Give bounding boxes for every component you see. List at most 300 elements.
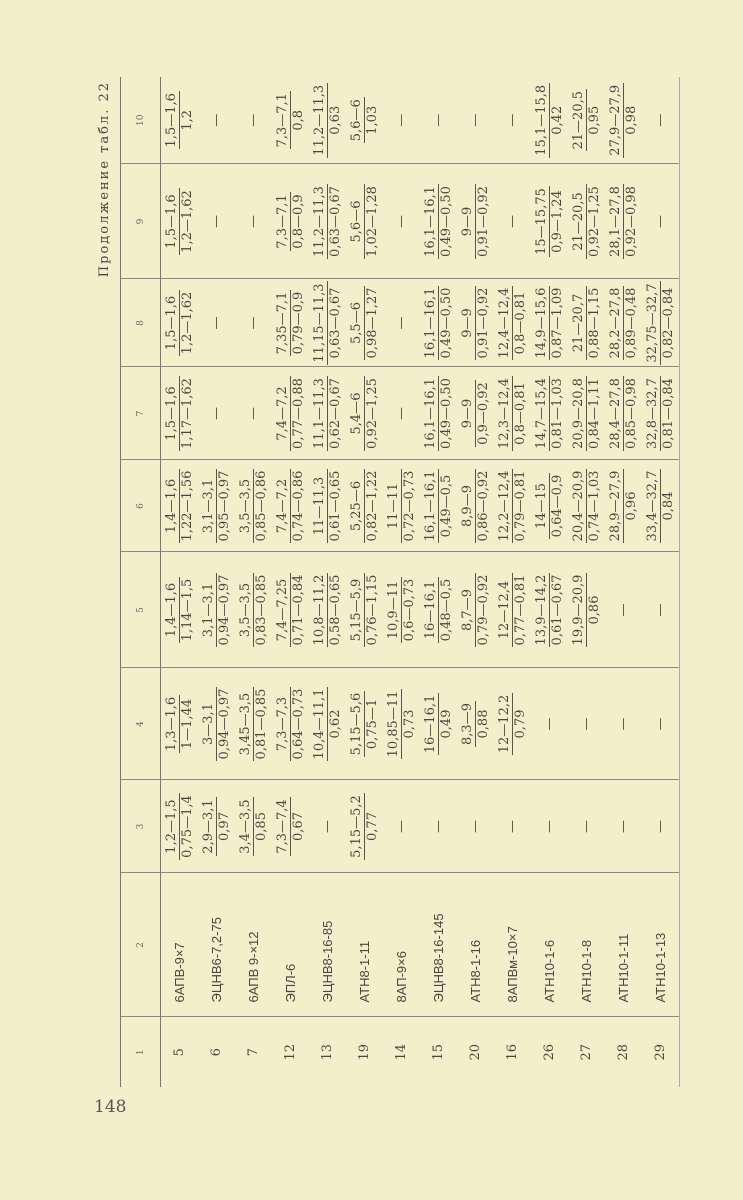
fraction xyxy=(645,469,676,544)
fraction-denominator: 1,22—1,56 xyxy=(180,470,195,542)
table-row xyxy=(494,77,531,1087)
fraction-numerator: 3,5—3,5 xyxy=(238,573,254,648)
fraction-denominator: 0,86—0,92 xyxy=(476,470,491,542)
fraction-numerator: 28,9—27,9 xyxy=(608,470,623,542)
value-cell xyxy=(383,552,420,668)
value-cell: — xyxy=(235,164,272,279)
fraction-numerator: 1,5—1,6 xyxy=(164,290,180,357)
table-row xyxy=(235,77,272,1087)
fraction-denominator: 0,63 xyxy=(328,105,343,135)
value-cell xyxy=(420,460,457,552)
fraction-numerator: 3—3,1 xyxy=(201,687,217,762)
unit-name: 8АП-9×6 xyxy=(383,873,420,1017)
fraction-numerator: 5,25—6 xyxy=(349,469,365,544)
value-cell xyxy=(198,668,235,780)
fraction xyxy=(349,184,380,259)
fraction xyxy=(349,691,380,758)
fraction xyxy=(423,577,454,644)
value-cell xyxy=(531,164,568,279)
value-cell xyxy=(531,279,568,367)
unit-name: ЭЦНВ8-16-145 xyxy=(420,873,457,1017)
fraction-denominator: 0,92—1,25 xyxy=(587,186,602,257)
fraction xyxy=(534,573,565,648)
row-number: 16 xyxy=(505,1043,520,1061)
fraction-denominator: 1,2 xyxy=(180,109,195,131)
fraction-denominator: 0,58—0,65 xyxy=(328,574,343,646)
value-cell: — xyxy=(642,164,680,279)
fraction-denominator: 0,94—0,97 xyxy=(217,688,232,760)
fraction xyxy=(164,376,195,451)
table-body xyxy=(161,77,680,1087)
fraction-denominator: 0,79—0,9 xyxy=(291,291,306,355)
value-cell xyxy=(457,164,494,279)
value-cell: — xyxy=(235,77,272,164)
fraction xyxy=(275,469,306,544)
row-number: 28 xyxy=(616,1043,631,1061)
value-cell: — xyxy=(309,780,346,873)
unit-name: АТН8-1-11 xyxy=(346,873,383,1017)
fraction xyxy=(423,184,454,259)
fraction xyxy=(312,573,343,648)
value-cell xyxy=(494,552,531,668)
fraction-numerator: 3,4—3,5 xyxy=(238,799,253,854)
fraction xyxy=(349,469,380,544)
row-number: 7 xyxy=(246,1048,261,1057)
value-cell xyxy=(568,367,605,460)
value-cell xyxy=(272,460,309,552)
table-row xyxy=(309,77,346,1087)
value-cell: — xyxy=(642,552,680,668)
value-cell xyxy=(309,279,346,367)
fraction-denominator: 0,74—1,03 xyxy=(587,470,602,542)
table-row xyxy=(161,77,199,1087)
fraction-denominator: 1,02—1,28 xyxy=(365,186,380,257)
fraction xyxy=(460,380,491,447)
fraction-denominator: 0,8—0,81 xyxy=(513,291,528,355)
value-cell xyxy=(494,668,531,780)
value-cell xyxy=(457,367,494,460)
fraction-denominator: 0,83—0,85 xyxy=(254,574,269,646)
fraction-denominator: 0,49 xyxy=(439,709,454,739)
row-number: 12 xyxy=(283,1043,298,1061)
value-cell xyxy=(161,367,199,460)
fraction xyxy=(571,469,602,544)
fraction-denominator: 0,74—0,86 xyxy=(291,470,306,542)
value-cell xyxy=(235,668,272,780)
fraction-denominator: 0,8—0,9 xyxy=(291,194,306,249)
value-cell xyxy=(531,77,568,164)
fraction-numerator: 11—11,3 xyxy=(312,469,328,544)
fraction-numerator: 3,5—3,5 xyxy=(238,469,254,544)
value-cell xyxy=(235,780,272,873)
unit-name: ЭЦНВ8-16-85 xyxy=(309,873,346,1017)
fraction-denominator: 0,77—0,88 xyxy=(291,378,306,449)
fraction xyxy=(164,188,195,255)
value-cell: — xyxy=(383,164,420,279)
table-row xyxy=(457,77,494,1087)
fraction-denominator: 0,77—0,81 xyxy=(513,574,528,646)
fraction-denominator: 0,82—1,22 xyxy=(365,470,380,542)
table-row xyxy=(531,77,568,1087)
table-row xyxy=(346,77,383,1087)
value-cell xyxy=(272,668,309,780)
fraction xyxy=(571,89,602,152)
value-cell xyxy=(531,460,568,552)
fraction xyxy=(349,573,380,648)
fraction-numerator: 1,4—1,6 xyxy=(164,469,180,544)
unit-name: АТН10-1-13 xyxy=(642,873,680,1017)
header-row xyxy=(121,77,161,1087)
value-cell xyxy=(605,279,642,367)
value-cell xyxy=(198,780,235,873)
fraction xyxy=(238,687,269,762)
fraction-denominator: 0,98—1,27 xyxy=(365,287,380,359)
fraction-numerator: 21—20,7 xyxy=(571,286,587,361)
fraction-numerator: 16,1—16,1 xyxy=(423,186,438,257)
fraction-numerator: 28,2—27,8 xyxy=(608,287,623,359)
fraction-numerator: 1,2—1,5 xyxy=(164,793,180,860)
fraction-numerator: 12—12,2 xyxy=(497,694,512,754)
fraction-numerator: 12,3—12,4 xyxy=(497,378,512,449)
fraction-denominator: 0,49—0,50 xyxy=(439,287,454,359)
fraction xyxy=(534,186,565,257)
fraction-denominator: 0,72—0,73 xyxy=(402,470,417,542)
fraction-denominator: 0,92—0,98 xyxy=(624,186,639,257)
row-number: 26 xyxy=(542,1043,557,1061)
fraction-numerator: 8,7—9 xyxy=(460,573,476,648)
fraction-numerator: 9—9 xyxy=(460,286,476,361)
fraction-denominator: 0,95 xyxy=(587,105,602,135)
value-cell xyxy=(346,780,383,873)
fraction xyxy=(349,286,380,361)
fraction-numerator: 32,8—32,7 xyxy=(645,378,660,449)
fraction-denominator: 0,79—0,81 xyxy=(513,470,528,542)
value-cell xyxy=(568,460,605,552)
value-cell xyxy=(272,552,309,668)
fraction-denominator: 0,87—1,09 xyxy=(550,287,565,359)
value-cell xyxy=(383,460,420,552)
value-cell xyxy=(568,164,605,279)
fraction-numerator: 7,4—7,2 xyxy=(275,376,291,451)
column-header: 4 xyxy=(121,668,161,780)
fraction xyxy=(312,281,343,364)
fraction-numerator: 16,1—16,1 xyxy=(423,470,438,542)
column-header: 3 xyxy=(121,780,161,873)
value-cell: — xyxy=(198,367,235,460)
value-cell: — xyxy=(494,77,531,164)
fraction-numerator: 2,9—3,1 xyxy=(201,799,216,854)
fraction-numerator: 20,4—20,9 xyxy=(571,470,586,542)
fraction-denominator: 1,03 xyxy=(365,105,380,135)
value-cell xyxy=(235,552,272,668)
value-cell: — xyxy=(531,780,568,873)
fraction xyxy=(608,83,639,158)
value-cell: — xyxy=(605,668,642,780)
fraction xyxy=(571,184,602,259)
row-number: 14 xyxy=(394,1043,409,1061)
fraction xyxy=(238,469,269,544)
fraction xyxy=(201,573,232,648)
fraction-denominator: 0,81—0,84 xyxy=(661,378,676,449)
fraction-numerator: 12—12,4 xyxy=(497,573,513,648)
value-cell: — xyxy=(494,780,531,873)
value-cell xyxy=(272,164,309,279)
fraction xyxy=(201,797,232,855)
fraction-denominator: 0,85—0,86 xyxy=(254,470,269,542)
fraction-denominator: 0,79 xyxy=(513,709,528,739)
fraction-numerator: 11,2—11,3 xyxy=(312,84,327,156)
unit-name: 8АПВм-10×7 xyxy=(494,873,531,1017)
row-number: 13 xyxy=(320,1043,335,1061)
value-cell xyxy=(531,552,568,668)
fraction xyxy=(460,469,491,544)
value-cell: — xyxy=(642,77,680,164)
fraction-numerator: 11,2—11,3 xyxy=(312,186,327,257)
value-cell xyxy=(309,668,346,780)
fraction xyxy=(571,376,602,451)
fraction-denominator: 0,81—1,03 xyxy=(550,378,565,449)
value-cell: — xyxy=(198,77,235,164)
value-cell: — xyxy=(383,77,420,164)
fraction-numerator: 1,3—1,6 xyxy=(164,696,179,752)
fraction-numerator: 3,1—3,1 xyxy=(201,573,217,648)
fraction xyxy=(312,469,343,544)
fraction xyxy=(645,376,676,451)
column-header: 10 xyxy=(121,77,161,164)
fraction-numerator: 5,6—6 xyxy=(349,99,364,142)
fraction-denominator: 0,49—0,5 xyxy=(439,474,454,538)
fraction xyxy=(386,689,417,760)
fraction xyxy=(534,286,565,361)
fraction-numerator: 5,15—5,6 xyxy=(349,692,364,756)
value-cell xyxy=(309,552,346,668)
value-cell xyxy=(457,668,494,780)
fraction xyxy=(275,687,306,762)
page-number: 148 xyxy=(94,1097,127,1117)
fraction xyxy=(534,376,565,451)
fraction-denominator: 0,8—0,81 xyxy=(513,382,528,445)
data-table xyxy=(120,77,680,1087)
value-cell xyxy=(383,668,420,780)
value-cell xyxy=(309,77,346,164)
value-cell xyxy=(568,77,605,164)
value-cell xyxy=(457,460,494,552)
fraction xyxy=(349,97,380,143)
fraction-denominator: 0,64—0,73 xyxy=(291,688,306,760)
column-header: 6 xyxy=(121,460,161,552)
value-cell: — xyxy=(383,367,420,460)
table-caption: Продолжение табл. 22 xyxy=(97,81,112,278)
fraction xyxy=(164,290,195,357)
fraction-denominator: 0,48—0,5 xyxy=(439,578,454,642)
fraction xyxy=(497,693,528,756)
value-cell xyxy=(494,367,531,460)
fraction-numerator: 9—9 xyxy=(460,380,476,447)
row-number: 19 xyxy=(357,1043,372,1061)
fraction xyxy=(497,286,528,361)
fraction xyxy=(312,376,343,451)
fraction-numerator: 33,4—32,7 xyxy=(645,470,660,542)
fraction-denominator: 0,91—0,92 xyxy=(476,287,491,359)
fraction-numerator: 19,9—20,9 xyxy=(571,574,586,646)
fraction-denominator: 1,17—1,62 xyxy=(180,378,195,449)
fraction-denominator: 0,67 xyxy=(291,812,306,841)
table-row xyxy=(642,77,680,1087)
fraction xyxy=(312,83,343,158)
value-cell: — xyxy=(605,552,642,668)
fraction-numerator: 9—9 xyxy=(460,184,476,259)
fraction xyxy=(497,376,528,451)
fraction-denominator: 0,49—0,50 xyxy=(439,186,454,257)
value-cell: — xyxy=(568,668,605,780)
fraction xyxy=(349,376,380,451)
fraction-denominator: 0,91—0,92 xyxy=(476,186,491,257)
value-cell xyxy=(309,367,346,460)
value-cell xyxy=(161,164,199,279)
value-cell xyxy=(346,668,383,780)
fraction-denominator: 0,9—1,24 xyxy=(550,190,565,253)
fraction-numerator: 16,1—16,1 xyxy=(423,287,438,359)
fraction xyxy=(460,573,491,648)
fraction xyxy=(164,793,195,860)
row-number: 5 xyxy=(172,1048,187,1057)
fraction-denominator: 0,96 xyxy=(624,491,639,521)
value-cell: — xyxy=(531,668,568,780)
value-cell xyxy=(420,668,457,780)
fraction xyxy=(460,286,491,361)
row-number: 20 xyxy=(468,1043,483,1061)
fraction-denominator: 0,62—0,67 xyxy=(328,378,343,449)
unit-name: 6АПВ 9-×12 xyxy=(235,873,272,1017)
value-cell xyxy=(494,279,531,367)
value-cell: — xyxy=(235,279,272,367)
fraction xyxy=(238,573,269,648)
value-cell xyxy=(605,164,642,279)
row-number: 6 xyxy=(209,1048,224,1057)
column-header: 1 xyxy=(121,1017,161,1087)
column-header: 9 xyxy=(121,164,161,279)
fraction xyxy=(238,797,269,855)
fraction-numerator: 16,1—16,1 xyxy=(423,378,438,449)
value-cell xyxy=(420,552,457,668)
value-cell xyxy=(605,367,642,460)
fraction xyxy=(164,469,195,544)
fraction-numerator: 10,9—11 xyxy=(386,577,402,644)
fraction-denominator: 0,94—0,97 xyxy=(217,574,232,646)
fraction-numerator: 32,75—32,7 xyxy=(645,283,660,363)
fraction-denominator: 0,63—0,67 xyxy=(328,287,343,359)
fraction-numerator: 5,5—6 xyxy=(349,286,365,361)
value-cell xyxy=(235,460,272,552)
fraction-denominator: 0,62 xyxy=(328,709,343,739)
fraction xyxy=(312,687,343,762)
value-cell xyxy=(420,367,457,460)
fraction xyxy=(497,573,528,648)
fraction xyxy=(608,376,639,451)
fraction-denominator: 0,73 xyxy=(402,709,417,739)
table-row xyxy=(272,77,309,1087)
fraction-denominator: 0,92—1,25 xyxy=(365,378,380,449)
value-cell: — xyxy=(605,780,642,873)
fraction-numerator: 7,3—7,3 xyxy=(275,687,291,762)
fraction xyxy=(460,701,491,747)
fraction-numerator: 12,4—12,4 xyxy=(497,287,512,359)
fraction-denominator: 0,81—0,85 xyxy=(254,688,269,760)
fraction-numerator: 14,9—15,6 xyxy=(534,287,549,359)
unit-name: 6АПВ-9×7 xyxy=(161,873,199,1017)
fraction-denominator: 0,82—0,84 xyxy=(661,287,676,359)
table-row xyxy=(420,77,457,1087)
fraction xyxy=(423,693,454,756)
fraction-numerator: 16—16,1 xyxy=(423,577,439,644)
fraction-numerator: 21—20,5 xyxy=(571,184,587,259)
fraction xyxy=(275,797,306,855)
unit-name: ЭПЛ-6 xyxy=(272,873,309,1017)
value-cell: — xyxy=(198,279,235,367)
fraction xyxy=(312,184,343,259)
fraction-denominator: 0,61—0,67 xyxy=(550,574,565,646)
fraction-denominator: 0,79—0,92 xyxy=(476,574,491,646)
fraction-denominator: 0,89—0,48 xyxy=(624,287,639,359)
fraction xyxy=(349,793,380,860)
fraction-numerator: 3,45—3,5 xyxy=(238,687,254,762)
value-cell xyxy=(457,552,494,668)
fraction xyxy=(201,469,232,544)
value-cell xyxy=(161,668,199,780)
value-cell: — xyxy=(642,668,680,780)
fraction xyxy=(534,473,565,540)
fraction-numerator: 12,2—12,4 xyxy=(497,470,512,542)
value-cell: — xyxy=(420,77,457,164)
fraction-numerator: 28,1—27,8 xyxy=(608,186,623,257)
fraction-numerator: 5,6—6 xyxy=(349,184,365,259)
value-cell xyxy=(309,164,346,279)
value-cell: — xyxy=(642,780,680,873)
fraction-numerator: 16—16,1 xyxy=(423,694,438,754)
value-cell xyxy=(161,780,199,873)
fraction-denominator: 0,88 xyxy=(476,709,491,739)
table-row xyxy=(383,77,420,1087)
fraction-numerator: 15—15,75 xyxy=(534,188,549,255)
fraction-numerator: 14—15 xyxy=(534,473,550,540)
value-cell xyxy=(346,552,383,668)
value-cell xyxy=(642,367,680,460)
fraction xyxy=(275,192,306,250)
value-cell: — xyxy=(383,279,420,367)
value-cell xyxy=(605,77,642,164)
fraction xyxy=(164,577,195,644)
value-cell xyxy=(346,164,383,279)
value-cell: — xyxy=(383,780,420,873)
fraction-numerator: 5,4—6 xyxy=(349,376,365,451)
row-number: 15 xyxy=(431,1043,446,1061)
row-number: 29 xyxy=(642,1017,680,1087)
fraction-numerator: 14,7—15,4 xyxy=(534,378,549,449)
value-cell xyxy=(161,279,199,367)
fraction xyxy=(645,281,676,364)
value-cell xyxy=(568,552,605,668)
fraction-numerator: 5,15—5,9 xyxy=(349,573,365,648)
table-row xyxy=(198,77,235,1087)
row-number: 27 xyxy=(579,1043,594,1061)
value-cell xyxy=(198,460,235,552)
column-header: 7 xyxy=(121,367,161,460)
value-cell xyxy=(642,279,680,367)
fraction-denominator: 0,9—0,92 xyxy=(476,382,491,445)
fraction-denominator: 0,85—0,98 xyxy=(624,378,639,449)
value-cell xyxy=(272,77,309,164)
fraction-denominator: 0,77 xyxy=(365,812,380,841)
